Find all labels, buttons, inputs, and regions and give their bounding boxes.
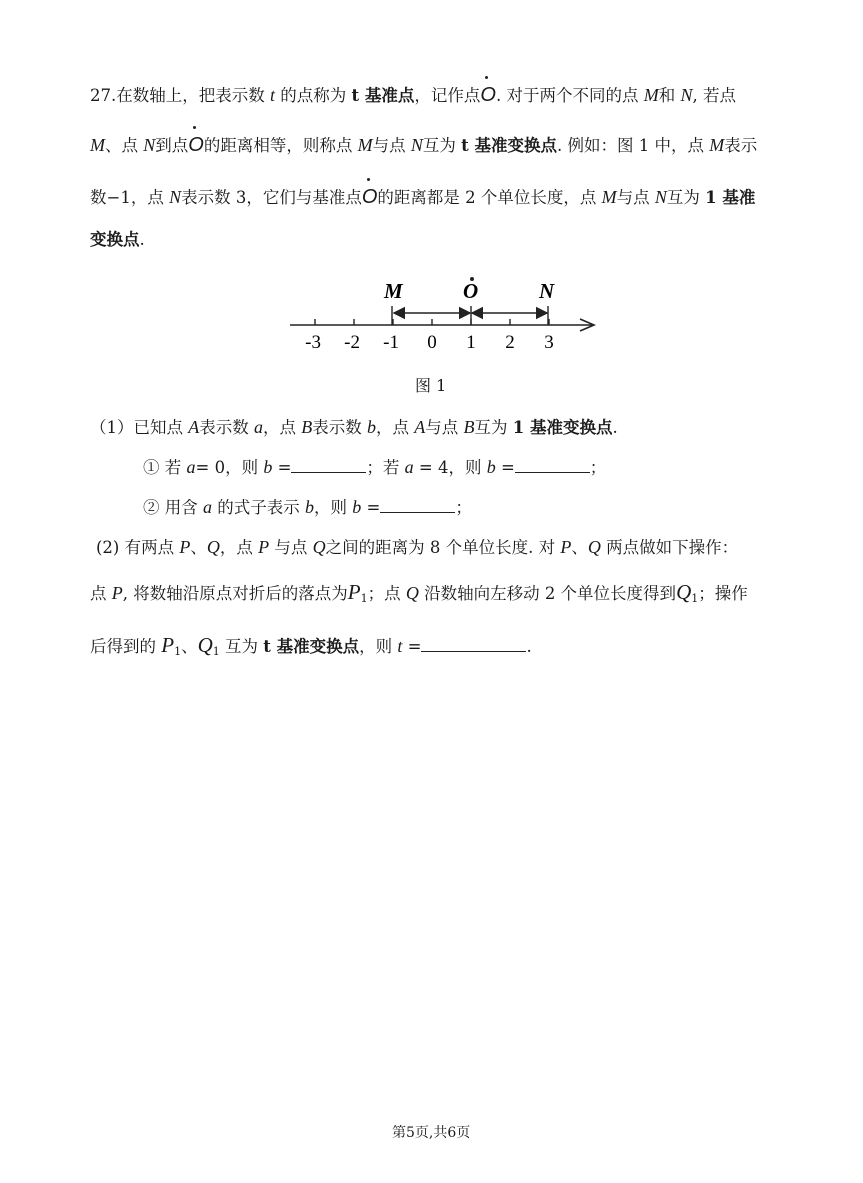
text: 27.在数轴上，把表示数 xyxy=(90,86,270,105)
text: ，点 xyxy=(219,538,259,557)
text: 的式子表示 xyxy=(212,498,305,517)
var-t: t xyxy=(270,85,276,105)
text: 的距离都是 2 个单位长度，点 xyxy=(377,188,602,207)
question-line-2 xyxy=(90,134,757,157)
text: 后得到的 xyxy=(90,637,162,656)
var-m: M xyxy=(357,135,373,155)
answer-blank-4[interactable] xyxy=(421,635,526,652)
question-line-1 xyxy=(90,84,736,107)
part1-q1 xyxy=(143,456,606,479)
text: 表示数 3，它们与基准点 xyxy=(181,188,362,207)
tick-label: -2 xyxy=(344,332,360,353)
var-p: P xyxy=(560,537,572,557)
question-line-4 xyxy=(90,229,145,251)
var-a-point: A xyxy=(414,417,426,437)
text: ；操作 xyxy=(698,584,748,603)
tick-label: -3 xyxy=(305,332,321,353)
var-b: b xyxy=(263,457,273,477)
var-p: P xyxy=(179,537,191,557)
text: ，点 xyxy=(263,418,302,437)
text: ，记作点 xyxy=(414,86,481,105)
tick-label: 2 xyxy=(505,332,515,353)
text: 、 xyxy=(181,637,198,656)
term-t-transform-point: t 基准变换点 xyxy=(461,136,557,155)
var-p1: P xyxy=(161,633,175,657)
term-t-base-point: t 基准点 xyxy=(351,86,415,105)
text: ，点 xyxy=(376,418,415,437)
part1-intro xyxy=(90,416,618,439)
text: (2) 有两点 xyxy=(96,538,180,557)
text: . xyxy=(526,637,532,656)
var-q: Q xyxy=(206,537,220,557)
text: ；若 xyxy=(366,458,405,477)
var-n: N xyxy=(654,187,667,207)
part2-line-3 xyxy=(90,634,532,663)
var-q: Q xyxy=(312,537,326,557)
subscript: 1 xyxy=(174,645,182,658)
text: 与点 xyxy=(425,418,464,437)
text: = xyxy=(495,458,515,477)
label-m: M xyxy=(384,279,403,303)
text: ，则 xyxy=(359,637,398,656)
term-1-base: 1 基准 xyxy=(705,188,756,207)
var-p1: P xyxy=(347,580,361,604)
text: 数−1，点 xyxy=(90,188,170,207)
question-line-3 xyxy=(90,186,755,209)
text: ② 用含 xyxy=(143,498,203,517)
var-m: M xyxy=(643,85,659,105)
var-q: Q xyxy=(587,537,601,557)
var-n: N xyxy=(143,135,156,155)
text: 点 xyxy=(90,584,112,603)
var-m: M xyxy=(709,135,725,155)
label-o: O xyxy=(463,279,479,303)
var-a: a xyxy=(254,417,263,437)
subscript: 1 xyxy=(691,592,699,605)
text: 之间的距离为 8 个单位长度. 对 xyxy=(325,538,561,557)
text: ；点 xyxy=(367,584,406,603)
text: 互为 xyxy=(219,637,264,656)
tick-label: 0 xyxy=(427,332,437,353)
text: = 0，则 xyxy=(195,458,264,477)
term-t-transform-point: t 基准变换点 xyxy=(263,637,360,656)
point-o-dot: O xyxy=(188,134,204,156)
var-m: M xyxy=(601,187,617,207)
text: 两点做如下操作： xyxy=(600,538,739,557)
figure-caption: 图 1 xyxy=(415,376,447,395)
text: 、 xyxy=(190,538,207,557)
var-a: a xyxy=(203,497,212,517)
var-a: a xyxy=(404,457,414,477)
var-q1: Q xyxy=(676,580,692,604)
var-p: P xyxy=(258,537,270,557)
var-q: Q xyxy=(405,583,419,603)
text: . xyxy=(612,418,618,437)
text: ； xyxy=(455,498,472,517)
subscript: 1 xyxy=(212,645,220,658)
tick-label: 3 xyxy=(544,332,554,353)
text: 与点 xyxy=(372,136,411,155)
answer-blank-2[interactable] xyxy=(515,456,590,473)
text: . 例如：图 1 中，点 xyxy=(556,136,710,155)
tick-label: -1 xyxy=(383,332,399,353)
text: 和 xyxy=(658,86,681,105)
text: 沿数轴向左移动 2 个单位长度得到 xyxy=(418,584,677,603)
answer-blank-3[interactable] xyxy=(380,496,455,513)
var-a: a xyxy=(186,457,196,477)
text: , 将数轴沿原点对折后的落点为 xyxy=(122,584,348,603)
var-t: t xyxy=(397,636,403,656)
part2-line-2 xyxy=(90,581,748,610)
var-n: N xyxy=(680,85,693,105)
var-q1: Q xyxy=(197,633,213,657)
text: = xyxy=(402,637,422,656)
part1-q2 xyxy=(143,496,472,519)
text: 到点 xyxy=(155,136,189,155)
text: 互为 xyxy=(666,188,706,207)
text: 表示数 xyxy=(199,418,254,437)
number-line-figure xyxy=(280,270,610,360)
text: 互为 xyxy=(474,418,513,437)
text: ，则 xyxy=(314,498,353,517)
text: = 4，则 xyxy=(413,458,487,477)
label-n: N xyxy=(539,279,555,303)
text: 的距离相等，则称点 xyxy=(203,136,358,155)
var-b-point: B xyxy=(301,417,313,437)
var-b: b xyxy=(367,417,376,437)
var-n: N xyxy=(169,187,182,207)
text: . xyxy=(139,230,145,249)
text: 、点 xyxy=(105,136,144,155)
answer-blank-1[interactable] xyxy=(291,456,366,473)
page-footer: 第5页,共6页 xyxy=(392,1125,471,1141)
text: . 对于两个不同的点 xyxy=(495,86,644,105)
part2-line-1 xyxy=(96,536,738,559)
var-b-point: B xyxy=(463,417,475,437)
text: 表示数 xyxy=(312,418,367,437)
text: 、 xyxy=(571,538,588,557)
var-b: b xyxy=(352,497,362,517)
text: 表示 xyxy=(724,136,758,155)
var-m: M xyxy=(90,135,105,155)
text: , 若点 xyxy=(692,86,736,105)
text: = xyxy=(361,498,381,517)
text: 互为 xyxy=(422,136,462,155)
text: ； xyxy=(589,458,607,477)
point-o-dot: O xyxy=(480,84,496,106)
var-a-point: A xyxy=(188,417,200,437)
term-transform-point: 变换点 xyxy=(90,230,140,249)
text: （1）已知点 xyxy=(90,418,189,437)
tick-label: 1 xyxy=(466,332,476,353)
var-b: b xyxy=(486,457,496,477)
point-o-dot: O xyxy=(361,186,378,208)
term-1-transform-point: 1 基准变换点 xyxy=(512,418,613,437)
var-p: P xyxy=(111,583,123,603)
subscript: 1 xyxy=(360,592,368,605)
text: ① 若 xyxy=(143,458,187,477)
text: 与点 xyxy=(616,188,655,207)
text: 的点称为 xyxy=(275,86,352,105)
var-n: N xyxy=(410,135,423,155)
var-b: b xyxy=(305,497,314,517)
text: 与点 xyxy=(269,538,313,557)
text: = xyxy=(272,458,292,477)
